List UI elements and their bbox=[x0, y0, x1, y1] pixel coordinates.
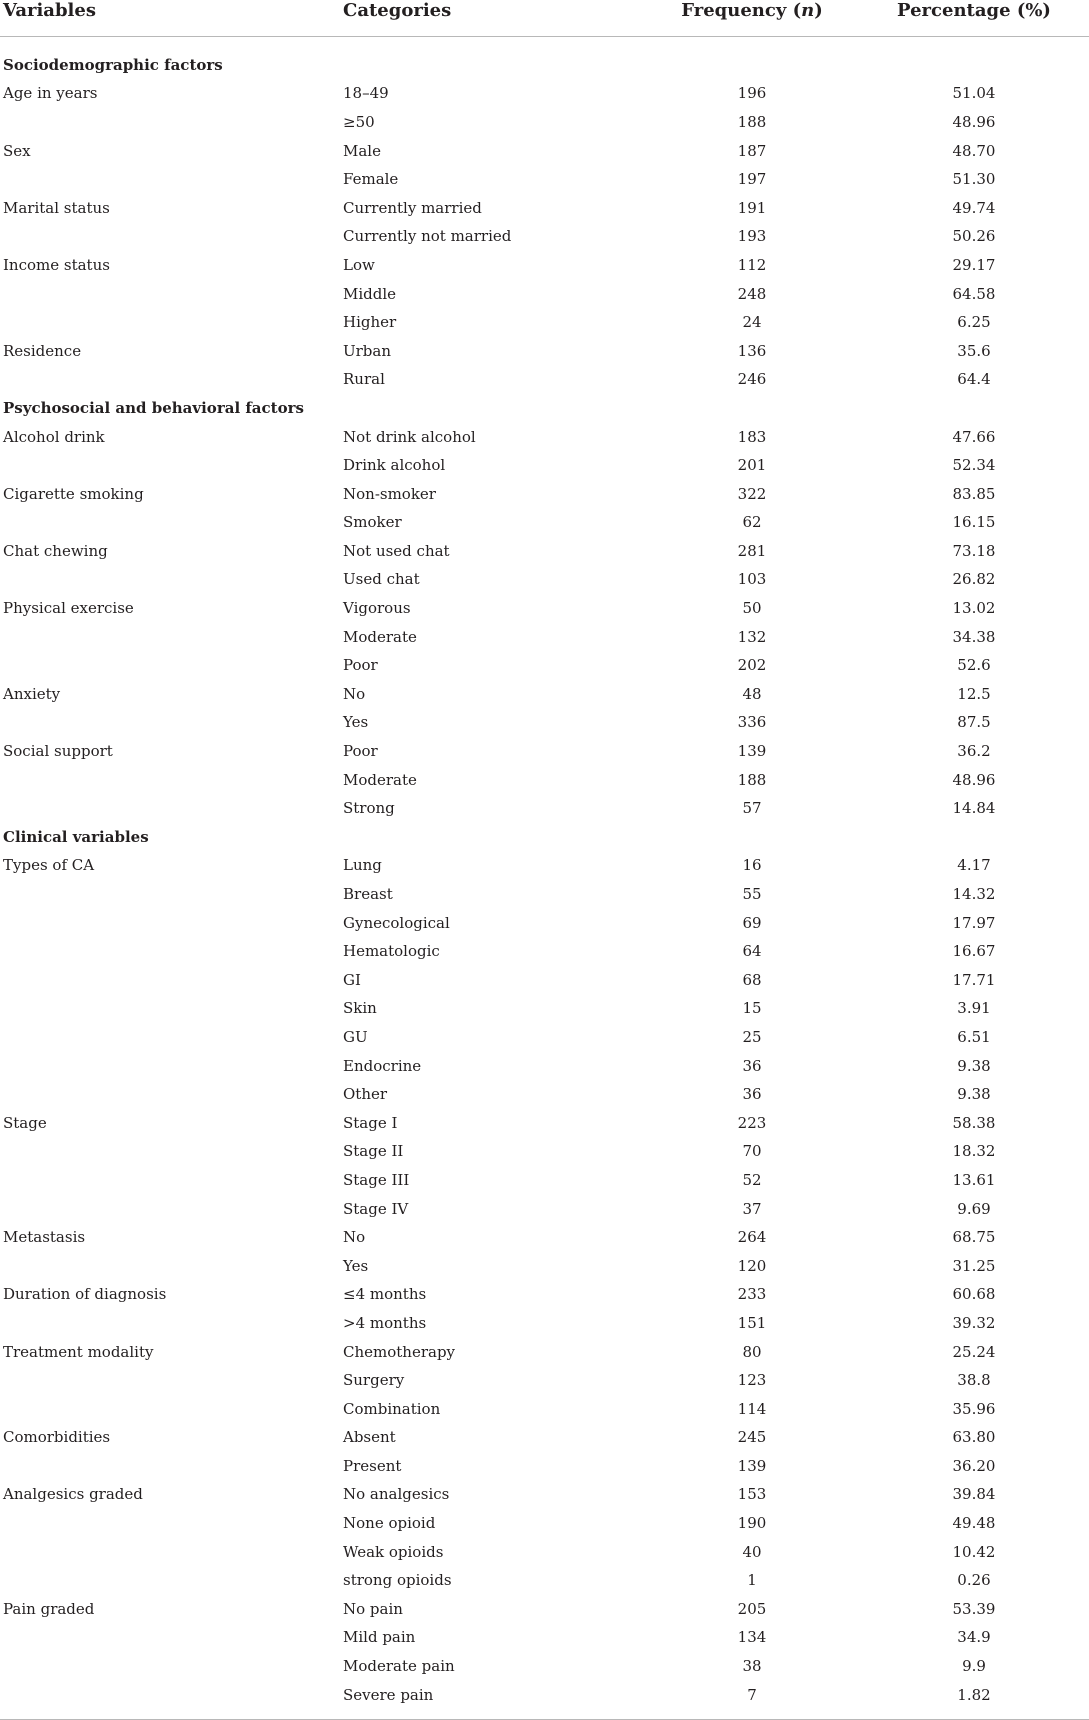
frequency-cell: 48 bbox=[742, 684, 762, 703]
category-cell: Breast bbox=[343, 885, 393, 904]
variable-cell bbox=[0, 651, 342, 680]
variable-cell bbox=[0, 1566, 342, 1595]
frequency-cell: 187 bbox=[737, 141, 767, 160]
percentage-cell: 39.32 bbox=[952, 1313, 996, 1332]
percentage-cell: 49.74 bbox=[952, 198, 996, 217]
table-row bbox=[0, 1281, 1089, 1310]
table-row bbox=[0, 280, 1089, 309]
percentage-cell: 83.85 bbox=[952, 484, 996, 503]
variable-cell: Age in years bbox=[3, 84, 98, 103]
variable-cell: Comorbidities bbox=[3, 1428, 111, 1447]
category-cell: Mild pain bbox=[343, 1628, 416, 1647]
category-cell: Higher bbox=[343, 313, 397, 332]
frequency-cell: 55 bbox=[742, 885, 762, 904]
category-cell: GI bbox=[343, 970, 361, 989]
variable-cell bbox=[0, 709, 342, 738]
percentage-cell: 35.6 bbox=[957, 341, 991, 360]
table-row bbox=[0, 1166, 1089, 1195]
table-row bbox=[0, 1509, 1089, 1538]
frequency-cell: 62 bbox=[742, 513, 762, 532]
percentage-cell: 26.82 bbox=[952, 570, 996, 589]
category-cell: Male bbox=[343, 141, 381, 160]
table-row bbox=[0, 680, 1089, 709]
percentage-cell: 12.5 bbox=[957, 684, 991, 703]
variable-cell bbox=[0, 1309, 342, 1338]
percentage-cell: 52.6 bbox=[957, 656, 991, 675]
percentage-cell: 39.84 bbox=[952, 1485, 996, 1504]
percentage-cell: 36.2 bbox=[957, 742, 991, 761]
category-cell: Hematologic bbox=[343, 942, 440, 961]
category-cell: Low bbox=[343, 255, 375, 274]
frequency-cell: 7 bbox=[747, 1685, 757, 1704]
frequency-cell: 191 bbox=[737, 198, 767, 217]
category-cell: Vigorous bbox=[343, 599, 411, 618]
variable-cell bbox=[0, 1166, 342, 1195]
table-row bbox=[0, 1481, 1089, 1510]
variable-cell bbox=[0, 1052, 342, 1081]
category-cell: Middle bbox=[343, 284, 397, 303]
percentage-cell: 25.24 bbox=[952, 1342, 996, 1361]
percentage-cell: 6.51 bbox=[957, 1027, 991, 1046]
frequency-cell: 38 bbox=[742, 1657, 762, 1676]
variable-cell bbox=[0, 108, 342, 137]
category-cell: 18–49 bbox=[343, 84, 389, 103]
frequency-cell: 205 bbox=[737, 1599, 767, 1618]
header-frequency-prefix: Frequency ( bbox=[681, 0, 802, 21]
category-cell: Moderate bbox=[343, 770, 417, 789]
category-cell: None opioid bbox=[343, 1514, 436, 1533]
variable-cell: Chat chewing bbox=[3, 541, 108, 560]
variable-cell: Income status bbox=[3, 255, 110, 274]
section-label: Clinical variables bbox=[3, 827, 149, 846]
frequency-cell: 134 bbox=[737, 1628, 767, 1647]
variable-cell bbox=[0, 1138, 342, 1167]
variable-cell bbox=[0, 995, 342, 1024]
table-row bbox=[0, 1052, 1089, 1081]
percentage-cell: 4.17 bbox=[957, 856, 991, 875]
category-cell: Gynecological bbox=[343, 913, 450, 932]
category-cell: Used chat bbox=[343, 570, 420, 589]
percentage-cell: 63.80 bbox=[952, 1428, 996, 1447]
category-cell: Moderate pain bbox=[343, 1657, 455, 1676]
header-frequency-suffix: ) bbox=[814, 0, 823, 21]
percentage-cell: 9.38 bbox=[957, 1056, 991, 1075]
frequency-cell: 69 bbox=[742, 913, 762, 932]
category-cell: No pain bbox=[343, 1599, 403, 1618]
percentage-cell: 68.75 bbox=[952, 1228, 996, 1247]
percentage-cell: 13.61 bbox=[952, 1170, 996, 1189]
category-cell: GU bbox=[343, 1027, 368, 1046]
frequency-cell: 151 bbox=[737, 1313, 767, 1332]
table-row bbox=[0, 1624, 1089, 1653]
percentage-cell: 31.25 bbox=[952, 1256, 996, 1275]
table-row bbox=[0, 1252, 1089, 1281]
header-frequency-n: n bbox=[801, 0, 815, 21]
category-cell: Not used chat bbox=[343, 541, 450, 560]
frequency-cell: 223 bbox=[737, 1113, 767, 1132]
percentage-cell: 58.38 bbox=[952, 1113, 996, 1132]
variable-cell: Stage bbox=[3, 1113, 47, 1132]
category-cell: Not drink alcohol bbox=[343, 427, 476, 446]
category-cell: Other bbox=[343, 1085, 388, 1104]
category-cell: Strong bbox=[343, 799, 395, 818]
percentage-cell: 60.68 bbox=[952, 1285, 996, 1304]
percentage-cell: 14.84 bbox=[952, 799, 996, 818]
table-row bbox=[0, 852, 1089, 881]
table-row bbox=[0, 165, 1089, 194]
table-row bbox=[0, 1395, 1089, 1424]
category-cell: Poor bbox=[343, 656, 378, 675]
category-cell: Absent bbox=[343, 1428, 396, 1447]
variable-cell: Sex bbox=[3, 141, 31, 160]
frequency-cell: 123 bbox=[737, 1371, 767, 1390]
frequency-cell: 36 bbox=[742, 1085, 762, 1104]
frequency-cell: 246 bbox=[737, 370, 767, 389]
variable-cell: Marital status bbox=[3, 198, 110, 217]
section-header-row bbox=[0, 37, 1089, 80]
percentage-cell: 48.70 bbox=[952, 141, 996, 160]
frequency-cell: 24 bbox=[742, 313, 762, 332]
variable-cell: Residence bbox=[3, 341, 82, 360]
percentage-cell: 3.91 bbox=[957, 999, 991, 1018]
table-row bbox=[0, 251, 1089, 280]
table-row bbox=[0, 1023, 1089, 1052]
table-body bbox=[0, 37, 1089, 1710]
category-cell: Drink alcohol bbox=[343, 456, 446, 475]
category-cell: Lung bbox=[343, 856, 382, 875]
category-cell: Female bbox=[343, 170, 399, 189]
variable-cell: Pain graded bbox=[3, 1599, 95, 1618]
frequency-cell: 336 bbox=[737, 713, 767, 732]
table-row bbox=[0, 1109, 1089, 1138]
frequency-cell: 52 bbox=[742, 1170, 762, 1189]
table-row bbox=[0, 766, 1089, 795]
frequency-cell: 188 bbox=[737, 112, 767, 131]
header-row bbox=[0, 0, 1089, 37]
percentage-cell: 38.8 bbox=[957, 1371, 991, 1390]
percentage-cell: 1.82 bbox=[957, 1685, 991, 1704]
category-cell: Stage III bbox=[343, 1170, 410, 1189]
percentage-cell: 64.4 bbox=[957, 370, 991, 389]
table-row bbox=[0, 566, 1089, 595]
frequency-cell: 15 bbox=[742, 999, 762, 1018]
frequency-cell: 202 bbox=[737, 656, 767, 675]
frequency-cell: 322 bbox=[737, 484, 767, 503]
table-row bbox=[0, 794, 1089, 823]
percentage-cell: 0.26 bbox=[957, 1571, 991, 1590]
header-percentage: Percentage (%) bbox=[859, 0, 1089, 37]
percentage-cell: 64.58 bbox=[952, 284, 996, 303]
category-cell: No analgesics bbox=[343, 1485, 450, 1504]
percentage-cell: 50.26 bbox=[952, 227, 996, 246]
variable-cell bbox=[0, 1252, 342, 1281]
category-cell: Smoker bbox=[343, 513, 402, 532]
frequency-cell: 80 bbox=[742, 1342, 762, 1361]
percentage-cell: 13.02 bbox=[952, 599, 996, 618]
table-row bbox=[0, 709, 1089, 738]
table-row bbox=[0, 1080, 1089, 1109]
variable-cell bbox=[0, 794, 342, 823]
variable-cell: Analgesics graded bbox=[3, 1485, 143, 1504]
frequency-cell: 188 bbox=[737, 770, 767, 789]
section-header-row bbox=[0, 394, 1089, 423]
percentage-cell: 16.15 bbox=[952, 513, 996, 532]
table-row bbox=[0, 194, 1089, 223]
category-cell: Poor bbox=[343, 742, 378, 761]
table-row bbox=[0, 966, 1089, 995]
table-row bbox=[0, 223, 1089, 252]
variable-cell bbox=[0, 1195, 342, 1224]
frequency-cell: 245 bbox=[737, 1428, 767, 1447]
variable-cell: Duration of diagnosis bbox=[3, 1285, 167, 1304]
percentage-cell: 36.20 bbox=[952, 1456, 996, 1475]
table-row bbox=[0, 1452, 1089, 1481]
variable-cell: Anxiety bbox=[3, 684, 61, 703]
category-cell: Present bbox=[343, 1456, 402, 1475]
variable-cell bbox=[0, 966, 342, 995]
frequency-cell: 264 bbox=[737, 1228, 767, 1247]
table-row bbox=[0, 880, 1089, 909]
category-cell: Surgery bbox=[343, 1371, 405, 1390]
header-variables: Variables bbox=[0, 0, 342, 37]
category-cell: Stage II bbox=[343, 1142, 404, 1161]
frequency-cell: 190 bbox=[737, 1514, 767, 1533]
frequency-cell: 25 bbox=[742, 1027, 762, 1046]
table-row bbox=[0, 995, 1089, 1024]
percentage-cell: 18.32 bbox=[952, 1142, 996, 1161]
frequency-cell: 120 bbox=[737, 1256, 767, 1275]
percentage-cell: 35.96 bbox=[952, 1399, 996, 1418]
table-row bbox=[0, 451, 1089, 480]
frequency-cell: 183 bbox=[737, 427, 767, 446]
frequency-cell: 281 bbox=[737, 541, 767, 560]
frequency-cell: 233 bbox=[737, 1285, 767, 1304]
variable-cell bbox=[0, 880, 342, 909]
category-cell: Rural bbox=[343, 370, 385, 389]
table-row bbox=[0, 623, 1089, 652]
section-label: Psychosocial and behavioral factors bbox=[3, 398, 304, 417]
table-row bbox=[0, 308, 1089, 337]
percentage-cell: 17.97 bbox=[952, 913, 996, 932]
table-row bbox=[0, 909, 1089, 938]
table-row bbox=[0, 537, 1089, 566]
variable-cell bbox=[0, 1080, 342, 1109]
table-row bbox=[0, 594, 1089, 623]
category-cell: Moderate bbox=[343, 627, 417, 646]
category-cell: strong opioids bbox=[343, 1571, 452, 1590]
percentage-cell: 51.04 bbox=[952, 84, 996, 103]
header-frequency bbox=[645, 0, 859, 37]
table-row bbox=[0, 1538, 1089, 1567]
category-cell: Yes bbox=[343, 713, 369, 732]
frequency-cell: 103 bbox=[737, 570, 767, 589]
frequency-cell: 139 bbox=[737, 1456, 767, 1475]
variable-cell bbox=[0, 1624, 342, 1653]
frequency-cell: 153 bbox=[737, 1485, 767, 1504]
frequency-cell: 70 bbox=[742, 1142, 762, 1161]
frequency-cell: 37 bbox=[742, 1199, 762, 1218]
table-row bbox=[0, 1424, 1089, 1453]
percentage-cell: 48.96 bbox=[952, 770, 996, 789]
category-cell: Currently not married bbox=[343, 227, 512, 246]
variable-cell: Treatment modality bbox=[3, 1342, 154, 1361]
variable-cell bbox=[0, 909, 342, 938]
variable-cell bbox=[0, 1681, 342, 1710]
category-cell: Yes bbox=[343, 1256, 369, 1275]
variable-cell bbox=[0, 165, 342, 194]
frequency-cell: 64 bbox=[742, 942, 762, 961]
variable-cell: Cigarette smoking bbox=[3, 484, 144, 503]
frequency-cell: 201 bbox=[737, 456, 767, 475]
frequency-cell: 139 bbox=[737, 742, 767, 761]
category-cell: >4 months bbox=[343, 1313, 427, 1332]
variable-cell bbox=[0, 566, 342, 595]
table-row bbox=[0, 1595, 1089, 1624]
variable-cell: Metastasis bbox=[3, 1228, 86, 1247]
percentage-cell: 9.69 bbox=[957, 1199, 991, 1218]
table-row bbox=[0, 1681, 1089, 1710]
percentage-cell: 9.38 bbox=[957, 1085, 991, 1104]
variable-cell: Types of CA bbox=[3, 856, 95, 875]
variable-cell bbox=[0, 623, 342, 652]
percentage-cell: 52.34 bbox=[952, 456, 996, 475]
variable-cell bbox=[0, 937, 342, 966]
table-row bbox=[0, 937, 1089, 966]
category-cell: Severe pain bbox=[343, 1685, 434, 1704]
table-row bbox=[0, 80, 1089, 109]
category-cell: Currently married bbox=[343, 198, 482, 217]
percentage-cell: 6.25 bbox=[957, 313, 991, 332]
variable-cell bbox=[0, 1366, 342, 1395]
frequency-cell: 1 bbox=[747, 1571, 757, 1590]
table-row bbox=[0, 651, 1089, 680]
percentage-cell: 48.96 bbox=[952, 112, 996, 131]
percentage-cell: 16.67 bbox=[952, 942, 996, 961]
percentage-cell: 49.48 bbox=[952, 1514, 996, 1533]
variable-cell bbox=[0, 366, 342, 395]
table-row bbox=[0, 480, 1089, 509]
table-row bbox=[0, 1338, 1089, 1367]
percentage-cell: 9.9 bbox=[962, 1657, 986, 1676]
table-row bbox=[0, 1366, 1089, 1395]
table-row bbox=[0, 1566, 1089, 1595]
header-categories: Categories bbox=[342, 0, 645, 37]
table-header bbox=[0, 0, 1089, 37]
section-label: Sociodemographic factors bbox=[3, 55, 223, 74]
variable-cell: Alcohol drink bbox=[3, 427, 105, 446]
category-cell: ≥50 bbox=[343, 112, 375, 131]
variable-cell bbox=[0, 280, 342, 309]
category-cell: Weak opioids bbox=[343, 1542, 444, 1561]
frequency-cell: 112 bbox=[737, 255, 767, 274]
frequency-cell: 136 bbox=[737, 341, 767, 360]
category-cell: Stage I bbox=[343, 1113, 398, 1132]
table-row bbox=[0, 1652, 1089, 1681]
percentage-cell: 17.71 bbox=[952, 970, 996, 989]
category-cell: No bbox=[343, 684, 366, 703]
category-cell: Endocrine bbox=[343, 1056, 422, 1075]
frequency-cell: 40 bbox=[742, 1542, 762, 1561]
variable-cell: Physical exercise bbox=[3, 599, 134, 618]
category-cell: Chemotherapy bbox=[343, 1342, 456, 1361]
variable-cell bbox=[0, 509, 342, 538]
section-header-row bbox=[0, 823, 1089, 852]
variable-cell bbox=[0, 1452, 342, 1481]
frequency-cell: 193 bbox=[737, 227, 767, 246]
frequency-cell: 197 bbox=[737, 170, 767, 189]
variable-cell: Social support bbox=[3, 742, 113, 761]
percentage-cell: 87.5 bbox=[957, 713, 991, 732]
category-cell: Stage IV bbox=[343, 1199, 409, 1218]
category-cell: Non-smoker bbox=[343, 484, 436, 503]
frequency-cell: 196 bbox=[737, 84, 767, 103]
variable-cell bbox=[0, 308, 342, 337]
variable-cell bbox=[0, 766, 342, 795]
category-cell: No bbox=[343, 1228, 366, 1247]
variable-cell bbox=[0, 1538, 342, 1567]
category-cell: Skin bbox=[343, 999, 377, 1018]
percentage-cell: 29.17 bbox=[952, 255, 996, 274]
frequency-cell: 16 bbox=[742, 856, 762, 875]
variable-cell bbox=[0, 1509, 342, 1538]
table-row bbox=[0, 1138, 1089, 1167]
category-cell: Urban bbox=[343, 341, 392, 360]
frequency-cell: 57 bbox=[742, 799, 762, 818]
percentage-cell: 51.30 bbox=[952, 170, 996, 189]
table-row bbox=[0, 366, 1089, 395]
table-row bbox=[0, 1195, 1089, 1224]
frequency-cell: 132 bbox=[737, 627, 767, 646]
frequency-cell: 36 bbox=[742, 1056, 762, 1075]
table-row bbox=[0, 423, 1089, 452]
table-row bbox=[0, 737, 1089, 766]
variable-cell bbox=[0, 223, 342, 252]
category-cell: ≤4 months bbox=[343, 1285, 427, 1304]
table-row bbox=[0, 509, 1089, 538]
frequency-cell: 248 bbox=[737, 284, 767, 303]
percentage-cell: 34.38 bbox=[952, 627, 996, 646]
variable-cell bbox=[0, 1395, 342, 1424]
table-row bbox=[0, 1223, 1089, 1252]
percentage-cell: 14.32 bbox=[952, 885, 996, 904]
frequency-cell: 114 bbox=[737, 1399, 767, 1418]
percentage-cell: 10.42 bbox=[952, 1542, 996, 1561]
variable-cell bbox=[0, 451, 342, 480]
percentage-cell: 73.18 bbox=[952, 541, 996, 560]
category-cell: Combination bbox=[343, 1399, 441, 1418]
frequency-cell: 50 bbox=[742, 599, 762, 618]
percentage-cell: 34.9 bbox=[957, 1628, 991, 1647]
table-row bbox=[0, 1309, 1089, 1338]
table-row bbox=[0, 137, 1089, 166]
variable-cell bbox=[0, 1023, 342, 1052]
frequency-cell: 68 bbox=[742, 970, 762, 989]
variable-cell bbox=[0, 1652, 342, 1681]
percentage-cell: 47.66 bbox=[952, 427, 996, 446]
percentage-cell: 53.39 bbox=[952, 1599, 996, 1618]
table-row bbox=[0, 337, 1089, 366]
table-row bbox=[0, 108, 1089, 137]
